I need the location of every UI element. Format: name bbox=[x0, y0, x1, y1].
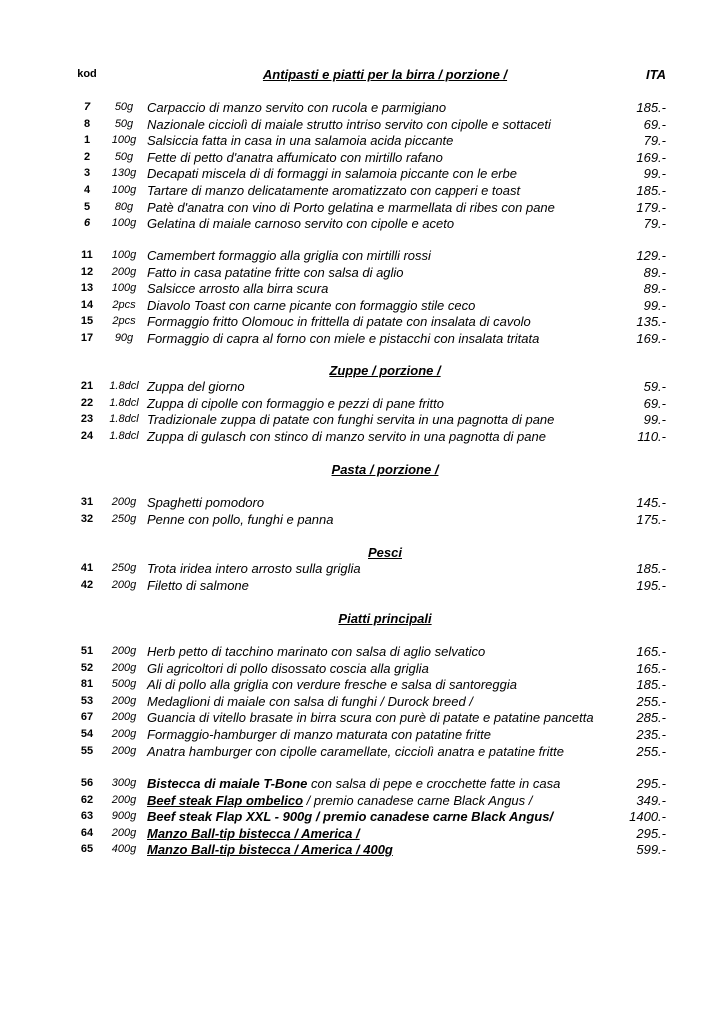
item-price: 89.- bbox=[643, 264, 666, 280]
item-code: 32 bbox=[80, 512, 94, 525]
item-description: Penne con pollo, funghi e panna bbox=[147, 511, 334, 527]
menu-item bbox=[0, 676, 725, 693]
item-quantity: 200g bbox=[111, 827, 137, 839]
item-description: Fatto in casa patatine fritte con salsa di aglio bbox=[147, 264, 404, 280]
item-price: 99.- bbox=[643, 412, 666, 428]
item-description bbox=[147, 775, 622, 792]
item-code: 15 bbox=[80, 315, 94, 328]
item-quantity: 130g bbox=[111, 167, 137, 180]
item-price: 295.- bbox=[636, 776, 666, 791]
item-price: 110.- bbox=[637, 428, 666, 444]
item-quantity: 100g bbox=[111, 217, 137, 230]
item-quantity: 200g bbox=[111, 578, 137, 591]
item-price: 79.- bbox=[643, 133, 666, 149]
item-quantity: 500g bbox=[111, 678, 137, 691]
section-title: Pasta / porzione / bbox=[331, 462, 439, 477]
item-quantity: 50g bbox=[114, 117, 134, 130]
item-price: 165.- bbox=[636, 660, 666, 676]
item-quantity: 200g bbox=[111, 661, 137, 674]
menu-item bbox=[0, 313, 725, 330]
item-name: Beef steak Flap XXL - 900g / premio canadese carne Black Angus/ bbox=[147, 809, 554, 824]
item-code: 5 bbox=[83, 200, 91, 213]
item-description: Zuppa di gulasch con stinco di manzo servito in una pagnotta di pane bbox=[147, 428, 546, 444]
item-code: 23 bbox=[80, 413, 94, 426]
item-code: 13 bbox=[80, 282, 94, 295]
item-code: 6 bbox=[83, 217, 91, 230]
item-name: Manzo Ball-tip bistecca / America / 400g bbox=[147, 842, 393, 857]
menu-item bbox=[0, 165, 725, 182]
item-code: 64 bbox=[80, 827, 94, 839]
item-quantity: 200g bbox=[111, 728, 137, 740]
item-description: Formaggio-hamburger di manzo maturata con patatine fritte bbox=[147, 727, 491, 742]
menu-item bbox=[0, 428, 725, 445]
item-code: 24 bbox=[80, 429, 94, 442]
item-code: 7 bbox=[83, 101, 91, 113]
item-quantity: 90g bbox=[114, 332, 134, 344]
item-price: 185.- bbox=[636, 100, 666, 115]
item-description: Ali di pollo alla griglia con verdure fresche e salsa di santoreggia bbox=[147, 677, 517, 693]
item-code: 17 bbox=[80, 332, 94, 344]
item-code: 21 bbox=[80, 380, 94, 392]
item-price: 129.- bbox=[636, 248, 666, 263]
item-price: 295.- bbox=[636, 826, 666, 841]
menu-item bbox=[0, 841, 725, 858]
kod-header: kod bbox=[77, 68, 97, 80]
item-description: Trota iridea intero arrosto sulla griglia bbox=[147, 561, 361, 576]
menu-item bbox=[0, 116, 725, 133]
item-code: 12 bbox=[80, 265, 94, 278]
menu-item bbox=[0, 743, 725, 760]
item-price: 285.- bbox=[636, 710, 666, 726]
item-code: 11 bbox=[81, 249, 93, 261]
item-price: 69.- bbox=[643, 395, 666, 411]
item-description: Formaggio di capra al forno con miele e pistacchi con insalata tritata bbox=[147, 331, 540, 346]
item-description: Fette di petto d'anatra affumicato con mirtillo rafano bbox=[147, 149, 443, 165]
item-quantity: 100g bbox=[111, 249, 137, 261]
item-description bbox=[147, 808, 622, 825]
item-description: Nazionale cicciolì di maiale strutto intriso servito con cipolle e sottaceti bbox=[147, 116, 551, 132]
item-quantity: 1.8dcl bbox=[109, 396, 139, 409]
menu-item bbox=[0, 643, 725, 660]
item-quantity: 50g bbox=[114, 150, 134, 163]
section-title: Piatti principali bbox=[338, 611, 432, 626]
item-code: 31 bbox=[80, 496, 94, 508]
item-quantity: 200g bbox=[111, 265, 137, 278]
section-title: Pesci bbox=[368, 545, 402, 560]
item-code: 53 bbox=[80, 694, 94, 707]
item-description: Zuppa di cipolle con formaggio e pezzi di pane fritto bbox=[147, 395, 445, 411]
item-code: 42 bbox=[80, 578, 94, 591]
menu-item bbox=[0, 378, 725, 395]
item-price: 185.- bbox=[636, 677, 666, 693]
menu-item bbox=[0, 792, 725, 809]
menu-item bbox=[0, 577, 725, 594]
item-quantity: 400g bbox=[111, 843, 137, 855]
item-quantity: 50g bbox=[114, 101, 134, 113]
item-description: Diavolo Toast con carne picante con formaggio stile ceco bbox=[147, 297, 476, 313]
item-code: 62 bbox=[80, 794, 94, 806]
item-price: 99.- bbox=[643, 297, 666, 313]
menu-item bbox=[0, 247, 725, 264]
item-description: Formaggio fritto Olomouc in frittella di patate con insalata di cavolo bbox=[147, 314, 531, 330]
currency-header: ITA bbox=[646, 67, 666, 82]
menu-item bbox=[0, 808, 725, 825]
item-price: 599.- bbox=[636, 842, 666, 857]
item-code: 2 bbox=[83, 150, 91, 163]
item-quantity: 250g bbox=[111, 562, 137, 574]
menu-item bbox=[0, 215, 725, 232]
item-description: Zuppa del giorno bbox=[147, 379, 245, 394]
menu-item bbox=[0, 511, 725, 528]
menu-item bbox=[0, 825, 725, 842]
item-price: 89.- bbox=[643, 281, 666, 297]
item-price: 175.- bbox=[636, 511, 666, 527]
item-description: Spaghetti pomodoro bbox=[147, 495, 265, 510]
item-price: 59.- bbox=[643, 379, 666, 394]
item-code: 41 bbox=[80, 562, 94, 574]
item-quantity: 80g bbox=[114, 200, 134, 213]
item-quantity: 2pcs bbox=[112, 315, 136, 328]
item-description: Carpaccio di manzo servito con rucola e parmigiano bbox=[147, 100, 447, 115]
item-code: 14 bbox=[80, 298, 94, 311]
item-price: 135.- bbox=[636, 314, 666, 330]
item-price: 169.- bbox=[636, 149, 666, 165]
item-quantity: 1.8dcl bbox=[109, 429, 139, 442]
item-price: 99.- bbox=[643, 166, 666, 182]
item-quantity: 200g bbox=[111, 794, 137, 806]
item-quantity: 250g bbox=[111, 512, 137, 525]
item-code: 4 bbox=[83, 184, 91, 196]
menu-item bbox=[0, 280, 725, 297]
menu-item bbox=[0, 726, 725, 743]
item-description: Herb petto di tacchino marinato con salsa di aglio selvatico bbox=[147, 644, 486, 659]
item-description bbox=[147, 825, 622, 842]
item-code: 1 bbox=[83, 134, 91, 147]
section-title: Zuppe / porzione / bbox=[329, 363, 441, 378]
item-price: 349.- bbox=[636, 793, 666, 808]
item-description: Salsicce arrosto alla birra scura bbox=[147, 281, 329, 297]
item-price: 195.- bbox=[636, 577, 666, 593]
item-description: Tradizionale zuppa di patate con funghi servita in una pagnotta di pane bbox=[147, 412, 555, 428]
item-quantity: 200g bbox=[111, 744, 137, 757]
menu-item bbox=[0, 330, 725, 347]
item-code: 51 bbox=[80, 645, 94, 657]
menu-item bbox=[0, 693, 725, 710]
item-detail: / premio canadese carne Black Angus / bbox=[303, 793, 533, 808]
item-description: Filetto di salmone bbox=[147, 577, 249, 593]
menu-item bbox=[0, 560, 725, 577]
item-quantity: 200g bbox=[111, 645, 137, 657]
antipasti-title: Antipasti e piatti per la birra / porzione / bbox=[262, 67, 508, 82]
menu-item bbox=[0, 709, 725, 726]
item-price: 185.- bbox=[636, 561, 666, 576]
item-description: Patè d'anatra con vino di Porto gelatina e marmellata di ribes con pane bbox=[147, 199, 555, 215]
item-quantity: 100g bbox=[111, 184, 137, 196]
item-price: 179.- bbox=[636, 199, 666, 215]
item-price: 169.- bbox=[636, 331, 666, 346]
item-description: Guancia di vitello brasate in birra scura con purè di patate e patatine pancetta bbox=[147, 710, 594, 726]
menu-item bbox=[0, 660, 725, 677]
item-description: Gelatina di maiale carnoso servito con cipolle e aceto bbox=[147, 216, 455, 232]
menu-item bbox=[0, 775, 725, 792]
item-quantity: 100g bbox=[111, 134, 137, 147]
menu-item bbox=[0, 297, 725, 314]
item-quantity: 300g bbox=[111, 777, 137, 789]
menu-item bbox=[0, 149, 725, 166]
item-description: Anatra hamburger con cipolle caramellate, cicciolì anatra e patatine fritte bbox=[147, 743, 564, 759]
item-code: 56 bbox=[80, 777, 94, 789]
item-code: 52 bbox=[80, 661, 94, 674]
item-quantity: 100g bbox=[111, 282, 137, 295]
item-description bbox=[147, 792, 622, 809]
item-code: 65 bbox=[80, 843, 94, 855]
item-quantity: 2pcs bbox=[112, 298, 136, 311]
item-quantity: 200g bbox=[111, 711, 137, 724]
menu-item bbox=[0, 199, 725, 216]
item-code: 3 bbox=[83, 167, 91, 180]
item-description: Salsiccia fatta in casa in una salamoia acida piccante bbox=[147, 133, 454, 149]
item-quantity: 200g bbox=[111, 694, 137, 707]
menu-item bbox=[0, 395, 725, 412]
menu-item bbox=[0, 132, 725, 149]
item-description: Decapati miscela di di formaggi in salamoia piccante con le erbe bbox=[147, 166, 517, 182]
menu-item bbox=[0, 264, 725, 281]
item-quantity: 200g bbox=[111, 496, 137, 508]
item-price: 145.- bbox=[636, 495, 666, 510]
item-description: Gli agricoltori di pollo disossato coscia alla griglia bbox=[147, 660, 429, 676]
item-code: 67 bbox=[80, 711, 94, 724]
item-code: 55 bbox=[80, 744, 94, 757]
item-quantity: 900g bbox=[111, 810, 137, 822]
item-price: 185.- bbox=[636, 183, 666, 198]
menu-item bbox=[0, 182, 725, 199]
item-quantity: 1.8dcl bbox=[109, 380, 139, 392]
item-detail: con salsa di pepe e crocchette fatte in casa bbox=[307, 776, 561, 791]
item-description: Tartare di manzo delicatamente aromatizzato con capperi e toast bbox=[147, 183, 521, 198]
item-code: 8 bbox=[83, 117, 91, 130]
item-name: Beef steak Flap ombelico bbox=[147, 793, 304, 808]
item-quantity: 1.8dcl bbox=[109, 413, 139, 426]
item-code: 54 bbox=[80, 728, 94, 740]
item-price: 69.- bbox=[643, 116, 666, 132]
item-price: 165.- bbox=[636, 644, 666, 659]
item-price: 1400.- bbox=[629, 809, 666, 824]
menu-item bbox=[0, 99, 725, 116]
item-description: Camembert formaggio alla griglia con mirtilli rossi bbox=[147, 248, 431, 263]
item-name: Manzo Ball-tip bistecca / America / bbox=[147, 826, 360, 841]
item-description: Medaglioni di maiale con salsa di funghi / Durock breed / bbox=[147, 693, 473, 709]
item-code: 63 bbox=[80, 810, 94, 822]
item-code: 81 bbox=[80, 678, 94, 691]
menu-item bbox=[0, 494, 725, 511]
menu-item bbox=[0, 411, 725, 428]
item-code: 22 bbox=[80, 396, 94, 409]
item-price: 79.- bbox=[643, 216, 666, 232]
item-price: 255.- bbox=[636, 743, 666, 759]
item-price: 255.- bbox=[636, 693, 666, 709]
item-price: 235.- bbox=[636, 727, 666, 742]
item-description bbox=[147, 841, 622, 858]
item-name: Bistecca di maiale T-Bone bbox=[147, 776, 308, 791]
